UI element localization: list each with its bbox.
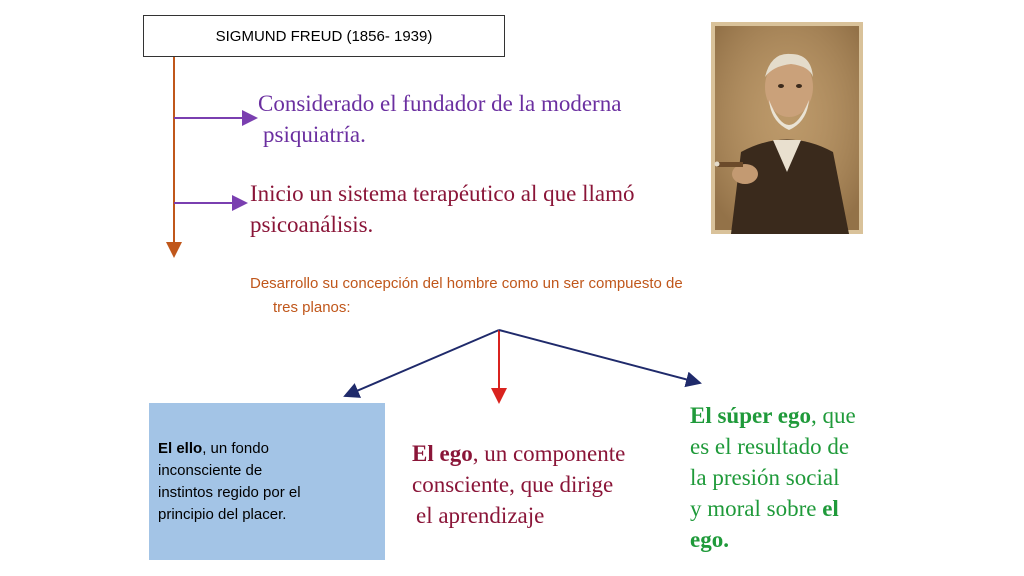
title-box [143,15,505,57]
point-three-planes [250,272,683,320]
ello-description [158,438,368,526]
point-founder-line1: Considerado el fundador de la moderna [258,91,622,116]
superego-term: El súper ego [690,403,811,428]
superego-line1: , que [810,403,856,428]
point-three-planes-line2: tres planos: [273,299,351,316]
superego-line5-bold: ego. [690,527,729,552]
page-title: SIGMUND FREUD (1856- 1939) [215,27,433,45]
superego-line4-bold: el [822,496,839,521]
ego-description [412,438,625,531]
ego-term: El ego [412,441,473,466]
arrow-to-ello [345,330,499,396]
ello-line4: principio del placer. [158,506,287,523]
superego-line3: la presión social [690,465,840,490]
superego-line2: es el resultado de [690,434,850,459]
ello-line2: inconsciente de [158,462,263,479]
point-psychoanalysis [250,178,635,240]
superego-line4: y moral sobre [690,496,823,521]
ego-line1: , un componente [472,441,626,466]
arrow-to-superego [499,330,700,383]
point-three-planes-line1: Desarrollo su concepción del hombre como un ser compuesto de [250,275,683,292]
freud-portrait-photo [711,22,863,234]
point-psychoanalysis-line2: psicoanálisis. [250,212,374,237]
ego-line3: el aprendizaje [416,503,545,528]
ello-line3: instintos regido por el [158,484,301,501]
point-founder [258,88,621,150]
point-psychoanalysis-line1: Inicio un sistema terapéutico al que llamó [250,181,635,206]
superego-description [690,400,856,555]
ello-line1: , un fondo [202,440,269,457]
ego-line2: consciente, que dirige [412,472,614,497]
ello-term: El ello [158,440,203,457]
point-founder-line2: psiquiatría. [263,122,366,147]
